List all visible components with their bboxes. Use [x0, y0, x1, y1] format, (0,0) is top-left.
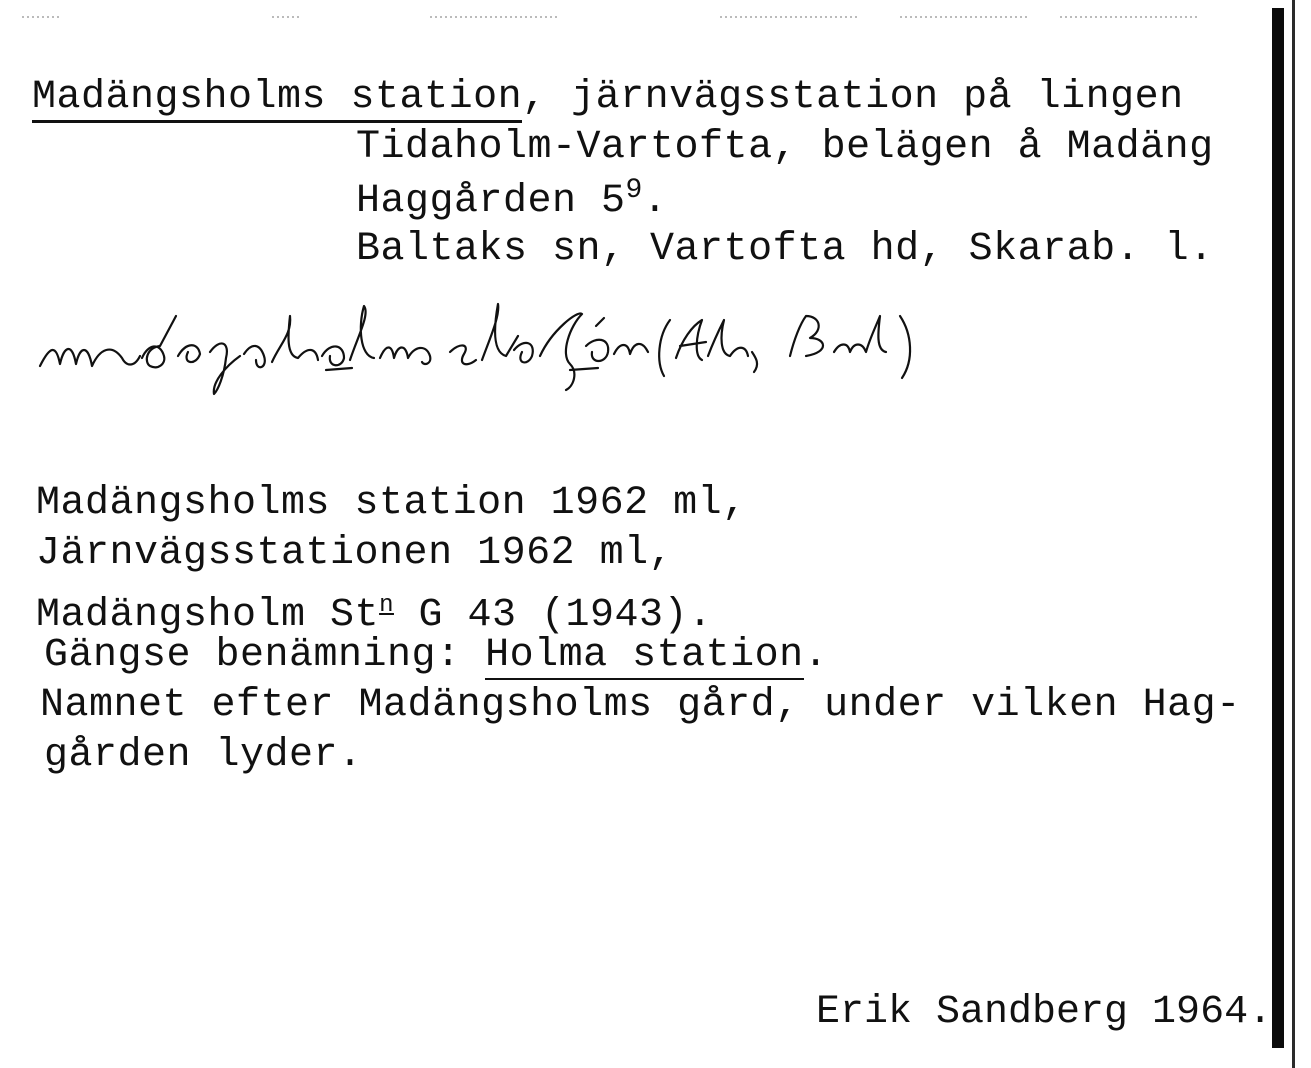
scan-noise-top	[0, 14, 1260, 20]
heading-line-4: Baltaks sn, Vartofta hd, Skarab. l.	[356, 227, 1214, 272]
common-name: Holma station	[485, 633, 804, 678]
signature: Erik Sandberg 1964.	[816, 990, 1273, 1035]
body-line-1: Madängsholms station 1962 ml,	[36, 481, 747, 526]
body-line-4	[44, 634, 828, 678]
heading-line-3-text: Haggården 5	[356, 179, 626, 224]
heading-line-1	[32, 76, 1184, 120]
heading-line-1-rest: , järnvägsstation på lingen	[522, 75, 1184, 120]
body-line-5: Namnet efter Madängsholms gård, under vilken Hag-	[40, 683, 1241, 728]
entry-name: Madängsholms station	[32, 75, 522, 123]
body-line-3-post: G 43 (1943).	[393, 593, 713, 638]
body-line-3	[36, 584, 713, 638]
card-edge-shadow	[1272, 8, 1284, 1048]
body-line-6: gården lyder.	[44, 733, 363, 778]
heading-line-2: Tidaholm-Vartofta, belägen å Madäng	[356, 125, 1214, 170]
handwritten-note	[30, 286, 1260, 406]
body-line-4-end: .	[803, 633, 829, 678]
heading-line-3-end: .	[642, 179, 668, 224]
body-line-2: Järnvägsstationen 1962 ml,	[36, 531, 674, 576]
body-line-3-pre: Madängsholm St	[36, 593, 380, 638]
heading-line-3-sup: 9	[625, 175, 643, 206]
body-line-4-pre: Gängse benämning:	[44, 633, 486, 678]
body-line-3-sup: n	[379, 592, 394, 619]
card-edge-line	[1292, 0, 1295, 1068]
heading-line-3	[356, 175, 668, 224]
